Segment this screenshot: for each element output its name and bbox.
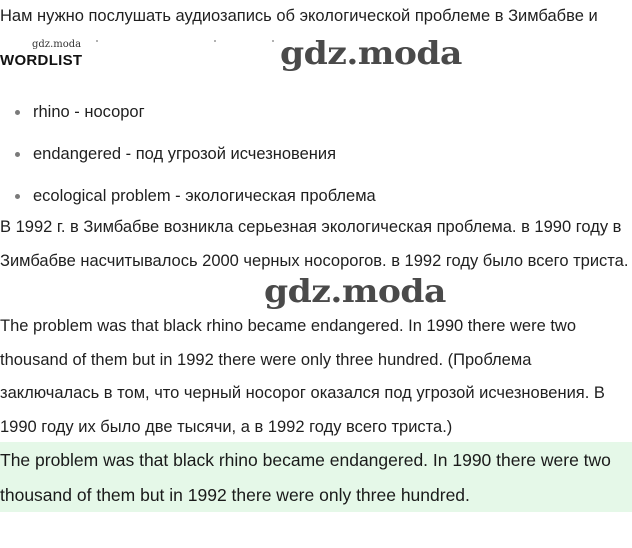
- list-item: [0, 140, 376, 182]
- wordlist-item-text: ecological problem - экологическая проблема: [33, 187, 376, 205]
- wordlist-title: WORDLIST: [0, 52, 83, 69]
- bullet-icon: [15, 194, 20, 199]
- answer-block: [0, 442, 632, 512]
- intro-text: Нам нужно послушать аудиозапись об экологической проблеме в Зимбабве и: [0, 7, 598, 25]
- english-paragraph: The problem was that black rhino became endangered. In 1990 there were two thousand of them but in 1992 there were only three hundred. (Проблема заключалась в том, что черный носорог оказался под угрозой исчезновения. В 1990 году их было две тысячи, а в 1992 году всего триста.): [0, 317, 605, 436]
- faded-text-line: [94, 38, 284, 44]
- russian-paragraph: В 1992 г. в Зимбабве возникла серьезная экологическая проблема. в 1990 году в Зимбабве насчитывалось 2000 черных носорогов. в 1992 году было всего триста.: [0, 218, 629, 270]
- watermark-middle: gdz.moda: [264, 272, 446, 310]
- bullet-icon: [15, 152, 20, 157]
- wordlist-item-text: endangered - под угрозой исчезновения: [33, 145, 337, 163]
- wordlist: [0, 98, 376, 224]
- bullet-icon: [15, 110, 20, 115]
- small-watermark: gdz.moda: [32, 39, 82, 50]
- wordlist-item-text: rhino - носорог: [33, 103, 145, 121]
- list-item: [0, 98, 376, 140]
- watermark-top: gdz.moda: [280, 34, 462, 72]
- answer-text: The problem was that black rhino became endangered. In 1990 there were two thousand of them but in 1992 there were only three hundred.: [0, 450, 611, 505]
